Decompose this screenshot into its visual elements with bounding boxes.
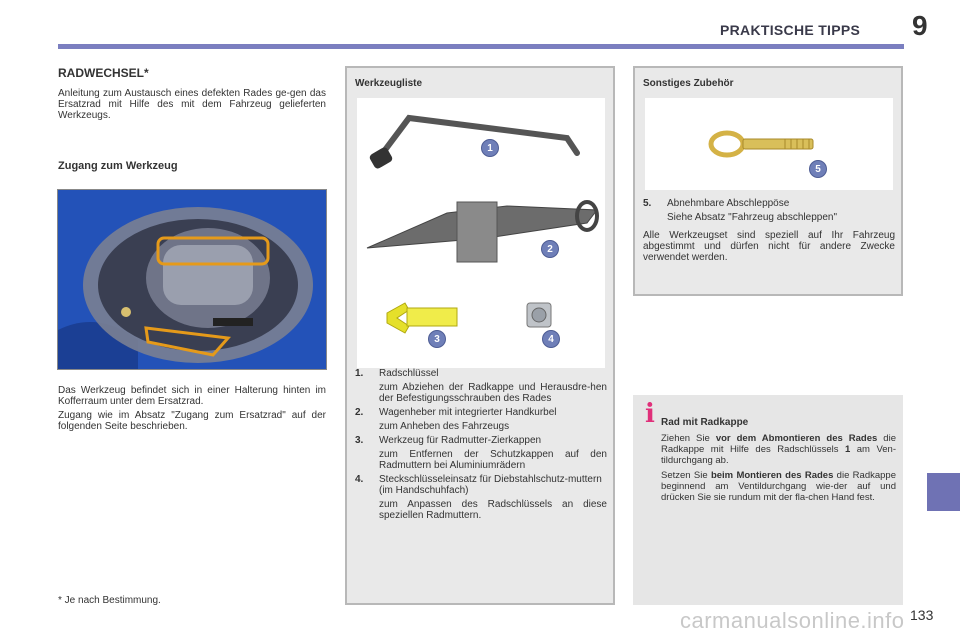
chapter-tab: [927, 473, 960, 511]
header-divider: [58, 44, 904, 49]
accessory-reference: Siehe Absatz "Fahrzeug abschleppen": [667, 212, 837, 223]
info-box: [633, 395, 903, 605]
list-item-desc: zum Entfernen der Schutzkappen auf den Radmuttern bei Aluminiumrädern: [379, 449, 607, 471]
list-item: [355, 474, 607, 521]
list-item-number: 2.: [355, 407, 364, 418]
list-item-name: Werkzeug für Radmutter-Zierkappen: [379, 435, 542, 446]
tow-eye-illustration: [645, 98, 893, 190]
paragraph-location: Das Werkzeug befindet sich in einer Halterung hinten im Kofferraum unter dem Ersatzrad.: [58, 385, 326, 407]
section-heading: RADWECHSEL*: [58, 66, 149, 80]
accessory-name: Abnehmbare Abschleppöse: [667, 198, 790, 209]
accessory-number: 5.: [643, 198, 652, 209]
paragraph-access: Zugang wie im Absatz "Zugang zum Ersatzrad" auf der folgenden Seite beschrieben.: [58, 410, 326, 432]
accessories-panel: [633, 66, 903, 296]
intro-paragraph: Anleitung zum Austausch eines defekten Rades ge-gen das Ersatzrad mit Hilfe des mit dem Fahrzeug gelieferten Werkzeugs.: [58, 88, 326, 121]
chapter-number: 9: [912, 10, 928, 41]
tools-drawing: [357, 98, 605, 368]
info-paragraph-remove: Ziehen Sie vor dem Abmontieren des Rades die Radkappe mit Hilfe des Radschlüssels 1 am Ven-tildurchgang ab.: [661, 433, 896, 466]
callout-badge-4: 4: [542, 330, 560, 348]
watermark: carmanualsonline.info: [680, 608, 905, 633]
list-item-desc: zum Anpassen des Radschlüssels an diese speziellen Radmuttern.: [379, 499, 607, 521]
callout-badge-3: 3: [428, 330, 446, 348]
callout-badge-1: 1: [481, 139, 499, 157]
callout-badge-5: 5: [809, 160, 827, 178]
list-item: [355, 435, 607, 471]
tow-eye-drawing: [645, 98, 893, 190]
tools-illustration: [357, 98, 605, 368]
info-icon: i: [645, 399, 655, 429]
accessories-panel-title: Sonstiges Zubehör: [643, 78, 734, 89]
list-item-name: Radschlüssel: [379, 368, 439, 379]
body-text: [58, 385, 326, 435]
list-item: [355, 407, 607, 432]
page-number: 133: [910, 607, 934, 623]
info-title: Rad mit Radkappe: [661, 417, 749, 428]
list-item-number: 4.: [355, 474, 364, 485]
list-item-number: 1.: [355, 368, 364, 379]
list-item-desc: zum Anheben des Fahrzeugs: [379, 421, 510, 432]
footnote: * Je nach Bestimmung.: [58, 595, 161, 606]
list-item: [355, 368, 607, 404]
subsection-heading: Zugang zum Werkzeug: [58, 160, 178, 172]
info-text: [661, 433, 896, 507]
accessory-note: Alle Werkzeugset sind speziell auf Ihr Fahrzeug abgestimmt und dürfen nicht für andere Zwecke verwendet werden.: [643, 230, 895, 263]
trunk-illustration: [58, 190, 327, 370]
tools-panel-title: Werkzeugliste: [355, 78, 423, 89]
accessory-item: [643, 198, 895, 223]
tool-list: [355, 368, 607, 524]
list-item-name: Wagenheber mit integrierter Handkurbel: [379, 407, 557, 418]
tools-panel: [345, 66, 615, 605]
callout-badge-2: 2: [541, 240, 559, 258]
trunk-photo: [57, 189, 327, 370]
list-item-desc: zum Abziehen der Radkappe und Herausdre-hen der Befestigungsschrauben des Rades: [379, 382, 607, 404]
info-paragraph-refit: Setzen Sie beim Montieren des Rades die Radkappe beginnend am Ventildurchgang wie-der auf und drücken Sie sie rundum mit der fla-chen Hand fest.: [661, 470, 896, 503]
list-item-number: 3.: [355, 435, 364, 446]
chapter-title: PRAKTISCHE TIPPS: [720, 22, 861, 38]
list-item-name: Steckschlüsseleinsatz für Diebstahlschutz-muttern (im Handschuhfach): [379, 474, 602, 496]
